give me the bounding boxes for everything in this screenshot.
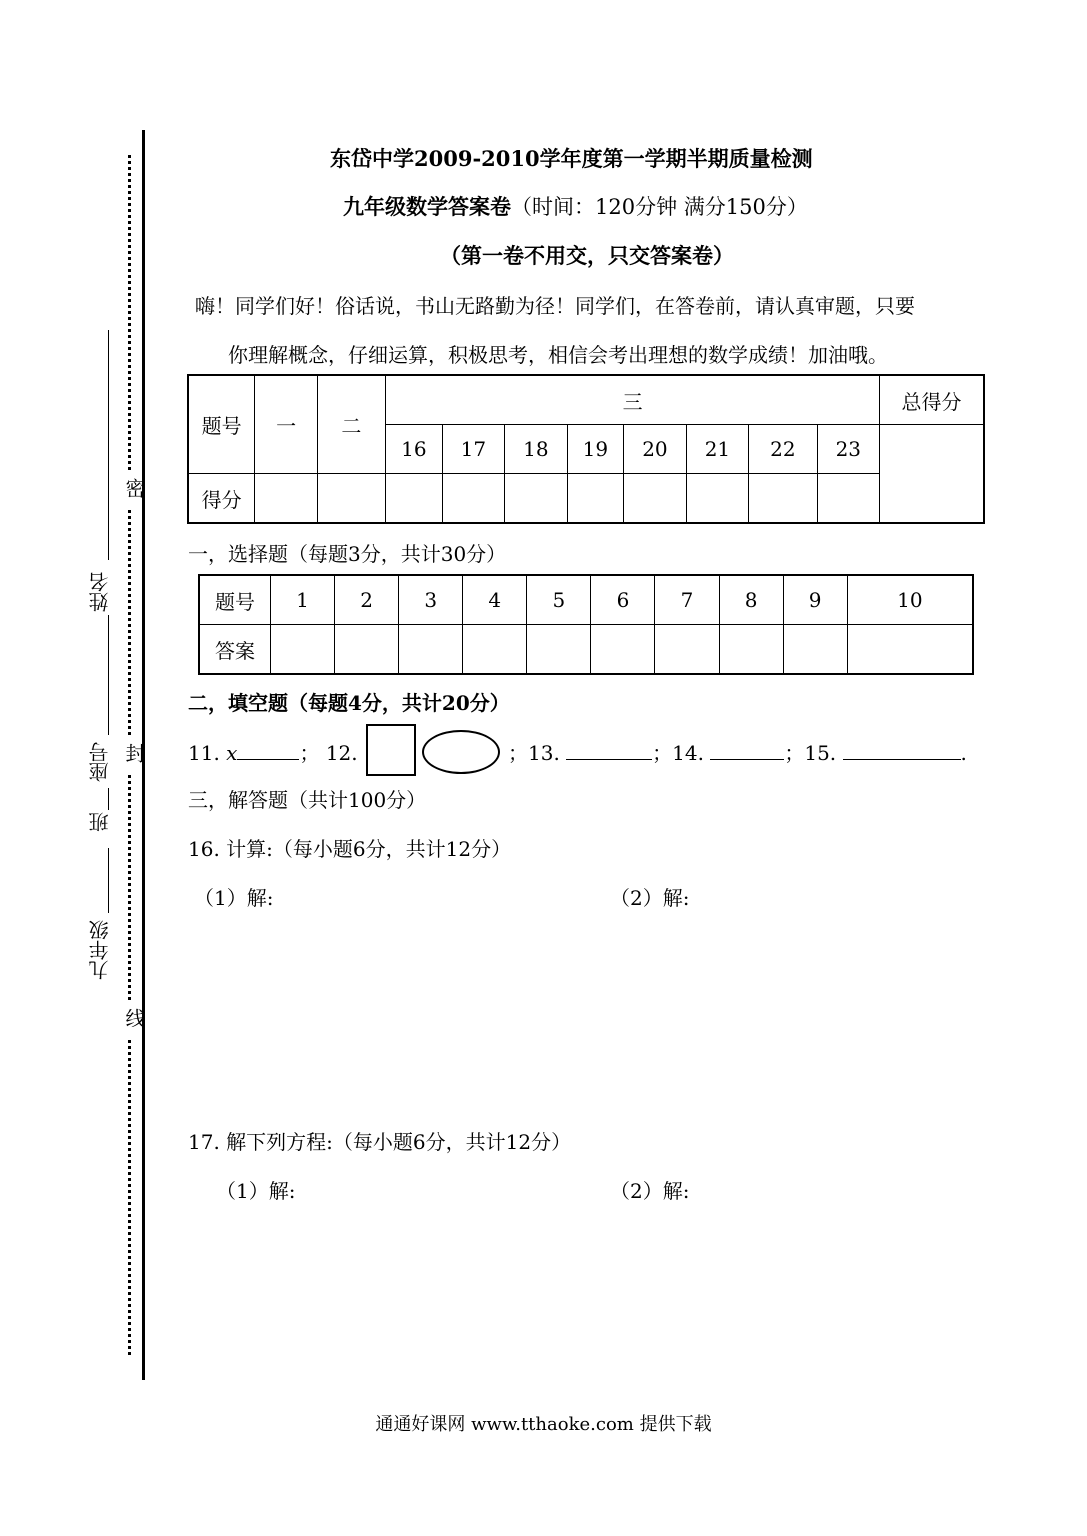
- choice-answer-cell[interactable]: [527, 625, 591, 675]
- seal-char-xian: 线: [122, 1008, 146, 1028]
- choice-answer-cell[interactable]: [719, 625, 783, 675]
- score-cell[interactable]: [386, 474, 443, 524]
- q12-sep: ；: [508, 741, 528, 765]
- seal-dotted-line-mid1: [128, 510, 131, 735]
- score-subquestion: 22: [749, 425, 817, 474]
- choice-number: 4: [463, 575, 527, 625]
- choice-number: 6: [591, 575, 655, 625]
- section1-heading: 一，选择题（每题3分，共计30分）: [188, 542, 507, 566]
- score-header-two: 二: [317, 375, 385, 474]
- seat-blank-line: [108, 615, 109, 735]
- choice-answer-table: [198, 574, 974, 675]
- score-header-one: 一: [255, 375, 317, 474]
- intro-line-1: 嗨！同学们好！俗话说，书山无路勤为径！同学们，在答卷前，请认真审题，只要: [195, 294, 915, 318]
- class-blank-line: [108, 788, 109, 810]
- grade-blank-line: [108, 848, 109, 913]
- q11-variable: x: [226, 741, 238, 765]
- q12-oval[interactable]: [422, 730, 500, 774]
- q17-answer-area[interactable]: [188, 1208, 978, 1378]
- choice-number: 8: [719, 575, 783, 625]
- seat-label: 座号: [88, 742, 112, 782]
- score-subquestion: 19: [567, 425, 624, 474]
- q17-part2-label: （2）解:: [610, 1179, 690, 1203]
- q16-part1-label: （1）解:: [194, 886, 274, 910]
- score-cell[interactable]: [255, 474, 317, 524]
- q12-prefix: 12.: [325, 741, 358, 765]
- score-cell[interactable]: [567, 474, 624, 524]
- seal-dotted-line-top: [128, 155, 131, 470]
- score-header-three: 三: [386, 375, 880, 425]
- subtitle-time: （时间：120分钟 满分150分）: [511, 195, 808, 219]
- q17-heading: 17. 解下列方程:（每小题6分，共计12分）: [188, 1130, 572, 1154]
- score-cell[interactable]: [817, 474, 879, 524]
- q13-blank[interactable]: [566, 739, 652, 760]
- score-table: [187, 374, 985, 524]
- q11-sep: ；: [299, 741, 320, 765]
- exam-title: 东岱中学2009-2010学年度第一学期半期质量检测: [330, 146, 813, 171]
- q15-blank[interactable]: [843, 739, 961, 760]
- score-subquestion: 20: [624, 425, 686, 474]
- score-subquestion: 16: [386, 425, 443, 474]
- q15-end: .: [960, 741, 967, 765]
- choice-header-answer: 答案: [199, 625, 271, 675]
- name-label: 姓名: [88, 572, 112, 612]
- choice-number: 5: [527, 575, 591, 625]
- score-header-question: 题号: [188, 375, 255, 474]
- choice-answer-cell[interactable]: [591, 625, 655, 675]
- seal-dotted-line-bottom: [128, 1040, 131, 1355]
- score-cell[interactable]: [442, 474, 504, 524]
- q14-sep: ；: [784, 741, 805, 765]
- choice-answer-cell[interactable]: [463, 625, 527, 675]
- choice-answer-cell[interactable]: [399, 625, 463, 675]
- q14-prefix: 14.: [672, 741, 704, 765]
- q14-blank[interactable]: [710, 739, 784, 760]
- q12-square-box[interactable]: [366, 724, 416, 776]
- score-cell[interactable]: [749, 474, 817, 524]
- choice-number: 9: [783, 575, 847, 625]
- score-cell[interactable]: [624, 474, 686, 524]
- choice-number: 3: [399, 575, 463, 625]
- q16-answer-area[interactable]: [188, 915, 978, 1115]
- score-subquestion: 23: [817, 425, 879, 474]
- choice-number: 7: [655, 575, 719, 625]
- score-header-total: 总得分: [880, 375, 984, 425]
- score-cell[interactable]: [317, 474, 385, 524]
- q13-prefix: 13.: [528, 741, 560, 765]
- intro-line-2: 你理解概念，仔细运算，积极思考，相信会考出理想的数学成绩！加油哦。: [228, 343, 888, 367]
- score-subquestion: 18: [505, 425, 567, 474]
- q11-blank[interactable]: [237, 739, 299, 760]
- q15-prefix: 15.: [804, 741, 837, 765]
- grade-label: 九年级: [88, 920, 112, 980]
- q11-prefix: 11.: [188, 741, 220, 765]
- q13-sep: ；: [652, 741, 673, 765]
- choice-answer-cell[interactable]: [847, 625, 973, 675]
- score-row-label: 得分: [188, 474, 255, 524]
- choice-number: 10: [847, 575, 973, 625]
- section2-heading: 二，填空题（每题4分，共计20分）: [188, 691, 510, 715]
- choice-answer-cell[interactable]: [335, 625, 399, 675]
- section3-heading: 三，解答题（共计100分）: [188, 788, 427, 812]
- score-cell[interactable]: [686, 474, 748, 524]
- q16-part2-label: （2）解:: [610, 886, 690, 910]
- footer-text: 通通好课网 www.tthaoke.com 提供下载: [375, 1414, 712, 1435]
- score-cell[interactable]: [505, 474, 567, 524]
- fill-in-row-a: [188, 737, 358, 766]
- q17-part1-label: （1）解:: [216, 1179, 296, 1203]
- choice-number: 2: [335, 575, 399, 625]
- choice-answer-cell[interactable]: [783, 625, 847, 675]
- score-total-cell[interactable]: [880, 425, 984, 524]
- fill-in-row-b: [508, 737, 967, 766]
- seal-dotted-line-mid2: [128, 775, 131, 1000]
- score-subquestion: 17: [442, 425, 504, 474]
- subtitle-bold: 九年级数学答案卷: [343, 194, 511, 219]
- exam-subtitle: [343, 191, 808, 221]
- score-subquestion: 21: [686, 425, 748, 474]
- name-blank-line: [108, 330, 109, 560]
- seal-char-mi: 密: [122, 478, 146, 498]
- choice-answer-cell[interactable]: [271, 625, 335, 675]
- choice-answer-cell[interactable]: [655, 625, 719, 675]
- choice-number: 1: [271, 575, 335, 625]
- class-label: 班: [88, 812, 112, 832]
- seal-char-feng: 封: [122, 743, 146, 763]
- q16-heading: 16. 计算:（每小题6分，共计12分）: [188, 837, 512, 861]
- exam-note: （第一卷不用交，只交答案卷）: [440, 243, 734, 268]
- choice-header-question: 题号: [199, 575, 271, 625]
